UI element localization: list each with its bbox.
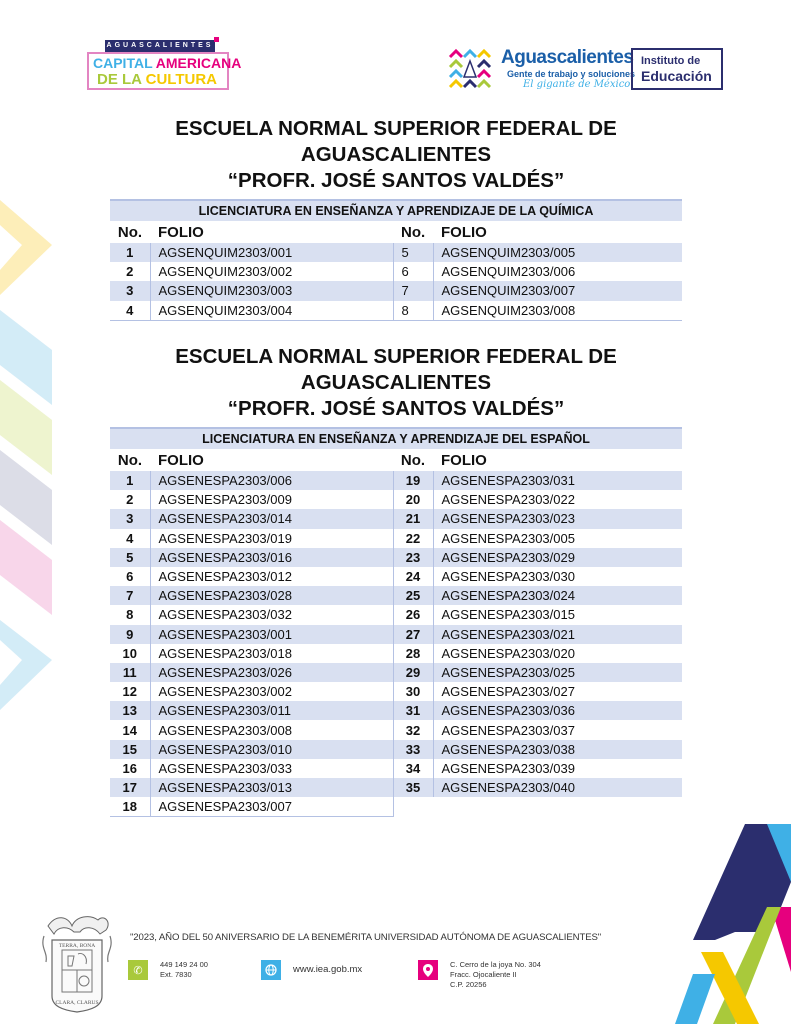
table-row [110,701,682,720]
row-number: 3 [110,509,150,528]
phone-number: 449 149 24 00 [160,960,208,969]
row-number-2: 27 [393,625,433,644]
row-folio: AGSENESPA2303/014 [150,509,393,528]
row-number-2: 30 [393,682,433,701]
table-row [110,509,682,528]
row-folio: AGSENESPA2303/033 [150,759,393,778]
row-number: 4 [110,301,150,321]
table-row [110,490,682,509]
row-number: 18 [110,797,150,817]
brand-a-decoration [675,822,791,1024]
row-folio-2: AGSENQUIM2303/006 [441,264,576,280]
row-number: 1 [110,243,150,262]
row-number-2: 19 [393,471,433,490]
row-number-2: 32 [393,720,433,739]
row-folio-2: AGSENESPA2303/022 [441,492,575,508]
row-number-2: 33 [393,740,433,759]
table-row [110,471,682,490]
row-number: 2 [110,490,150,509]
row-folio: AGSENESPA2303/032 [150,605,393,624]
chevron-yellow [0,200,52,295]
folio-table-espanol [110,427,682,817]
address-text [450,960,541,990]
phone-icon: ✆ [128,960,148,980]
row-folio: AGSENESPA2303/028 [150,586,393,605]
row-folio: AGSENESPA2303/010 [150,740,393,759]
row-folio: AGSENESPA2303/016 [150,548,393,567]
row-folio: AGSENQUIM2303/004 [150,301,393,321]
row-number-2: 35 [393,778,433,797]
contact-phone [128,960,208,980]
address-line3: C.P. 20256 [450,980,487,989]
table-row [110,663,682,682]
row-number: 3 [110,281,150,300]
section-title-quimica [110,116,682,194]
row-number: 2 [110,262,150,281]
row-folio-2: AGSENESPA2303/040 [433,778,682,797]
aguascalientes-mark-icon [448,47,492,91]
row-number: 13 [110,701,150,720]
table-caption: LICENCIATURA EN ENSEÑANZA Y APRENDIZAJE DEL ESPAÑOL [110,428,682,449]
row-folio: AGSENESPA2303/007 [150,797,393,817]
table-row [110,759,682,778]
row-folio: AGSENESPA2303/013 [150,778,393,797]
institute-logo-line2: Educación [641,68,712,84]
row-folio: AGSENESPA2303/012 [150,567,393,586]
phone-text [160,960,208,980]
row-number-2: 34 [393,759,433,778]
row-folio: AGSENESPA2303/009 [150,490,393,509]
contact-website [261,960,362,980]
row-folio-2: AGSENQUIM2303/005 [433,243,682,262]
title-line3: “PROFR. JOSÉ SANTOS VALDÉS” [227,169,565,192]
row-number-2: 21 [393,509,433,528]
column-header-folio: FOLIO [150,221,393,243]
row-number: 9 [110,625,150,644]
table-row [110,567,682,586]
decorative-chevrons [0,200,60,780]
section-title-espanol [110,344,682,422]
crest-motto-bottom: CLARA, CLARUS [55,1000,99,1006]
column-header-folio-2: FOLIO [433,221,682,243]
aguascalientes-state-logo [445,44,636,100]
table-row [110,262,682,281]
row-folio: AGSENESPA2303/026 [150,663,393,682]
row-number-2: 6 [393,262,433,281]
row-folio-2: AGSENESPA2303/038 [433,740,682,759]
row-folio-2: AGSENESPA2303/023 [433,509,682,528]
row-folio-2: AGSENESPA2303/039 [441,760,575,776]
folio-table-quimica [110,199,682,321]
row-folio: AGSENESPA2303/019 [150,529,393,548]
location-pin-icon [418,960,438,980]
capital-logo-line1 [93,55,241,71]
a-shape-blue-bottom [675,974,715,1024]
website-link[interactable]: www.iea.gob.mx [293,964,363,975]
row-number-2 [393,797,433,817]
row-number-2: 24 [393,567,433,586]
phone-extension: Ext. 7830 [160,970,192,979]
row-number: 6 [110,567,150,586]
row-number: 12 [110,682,150,701]
address-line2: Fracc. Ojocaliente II [450,970,517,979]
row-folio-2: AGSENESPA2303/027 [441,684,575,700]
column-header-folio: FOLIO [150,449,393,471]
row-number: 14 [110,720,150,739]
row-folio-2: AGSENESPA2303/030 [441,569,575,585]
row-folio-2: AGSENESPA2303/015 [441,607,575,623]
row-number: 1 [110,471,150,490]
row-number-2: 28 [393,644,433,663]
address-line1: C. Cerro de la joya No. 304 [450,960,541,969]
row-number-2: 25 [393,586,433,605]
row-folio-2: AGSENESPA2303/024 [433,586,682,605]
row-folio-2: AGSENESPA2303/021 [433,625,682,644]
state-coat-of-arms-icon [38,912,116,1016]
column-header-no: No. [110,221,150,243]
row-folio-2: AGSENESPA2303/031 [433,471,682,490]
table-row [110,301,682,321]
title-line1: ESCUELA NORMAL SUPERIOR FEDERAL DE [175,117,617,140]
table-row [110,529,682,548]
row-folio: AGSENQUIM2303/002 [150,262,393,281]
row-folio-2: AGSENESPA2303/037 [441,722,575,738]
cultura-word: CULTURA [145,71,217,88]
row-folio-2: AGSENESPA2303/005 [441,530,575,546]
title-line1: ESCUELA NORMAL SUPERIOR FEDERAL DE [175,345,617,368]
row-number: 10 [110,644,150,663]
row-number-2: 5 [393,243,433,262]
row-number-2: 8 [393,301,433,321]
title-line3: “PROFR. JOSÉ SANTOS VALDÉS” [227,397,565,420]
row-folio: AGSENQUIM2303/001 [150,243,393,262]
globe-icon [261,960,281,980]
row-number-2: 23 [393,548,433,567]
state-logo-tagline: El gigante de México [523,79,631,90]
table-row [110,605,682,624]
capital-americana-logo [85,40,242,92]
table-row [110,625,682,644]
column-header-no-2: No. [393,449,433,471]
row-folio: AGSENESPA2303/011 [150,701,393,720]
institute-logo-line1: Instituto de [641,55,701,67]
table-row [110,243,682,262]
table-row [110,720,682,739]
row-number-2: 7 [393,281,433,300]
row-folio-2 [433,797,682,817]
crest-motto-top: TERRA, BONA [58,943,96,949]
instituto-educacion-logo [631,48,723,90]
table-row [110,281,682,300]
table-row [110,548,682,567]
row-folio: AGSENESPA2303/001 [150,625,393,644]
table-row [110,740,682,759]
row-folio: AGSENESPA2303/006 [150,471,393,490]
table-row [110,797,682,817]
row-number: 7 [110,586,150,605]
row-folio: AGSENQUIM2303/003 [150,281,393,300]
row-folio-2: AGSENESPA2303/029 [433,548,682,567]
americana-word: AMERICANA [155,55,242,71]
column-header-folio-2: FOLIO [433,449,682,471]
row-number: 11 [110,663,150,682]
de-la-word: DE LA [97,71,146,88]
row-number-2: 31 [393,701,433,720]
table-row [110,778,682,797]
row-folio-2: AGSENQUIM2303/007 [433,281,682,300]
row-folio-2: AGSENESPA2303/025 [433,663,682,682]
footer-anniversary-quote: "2023, AÑO DEL 50 ANIVERSARIO DE LA BENEMÉRITA UNIVERSIDAD AUTÓNOMA DE AGUASCALIENTES" [130,932,602,943]
column-header-no: No. [110,449,150,471]
row-number-2: 29 [393,663,433,682]
row-number-2: 22 [393,529,433,548]
capital-logo-line2 [97,71,217,88]
row-number-2: 26 [393,605,433,624]
capital-word: CAPITAL [93,55,156,71]
column-header-no-2: No. [393,221,433,243]
row-number: 4 [110,529,150,548]
title-line2: AGUASCALIENTES [300,143,492,166]
contact-address [418,960,541,990]
title-line2: AGUASCALIENTES [300,371,492,394]
row-folio: AGSENESPA2303/002 [150,682,393,701]
capital-logo-bar: AGUASCALIENTES [105,40,215,52]
row-number: 15 [110,740,150,759]
row-number: 17 [110,778,150,797]
row-folio: AGSENESPA2303/018 [150,644,393,663]
row-number: 5 [110,548,150,567]
row-folio-2: AGSENESPA2303/036 [433,701,682,720]
row-folio: AGSENESPA2303/008 [150,720,393,739]
table-caption: LICENCIATURA EN ENSEÑANZA Y APRENDIZAJE DE LA QUÍMICA [110,200,682,221]
row-number: 8 [110,605,150,624]
table-row [110,644,682,663]
state-logo-subtitle: Gente de trabajo y soluciones [507,69,636,79]
state-logo-name: Aguascalientes [501,47,634,68]
row-number-2: 20 [393,490,433,509]
table-row [110,682,682,701]
table-row [110,586,682,605]
row-number: 16 [110,759,150,778]
chevron-blue-2 [0,620,52,710]
row-folio-2: AGSENQUIM2303/008 [433,301,682,321]
row-folio-2: AGSENESPA2303/020 [441,645,575,661]
